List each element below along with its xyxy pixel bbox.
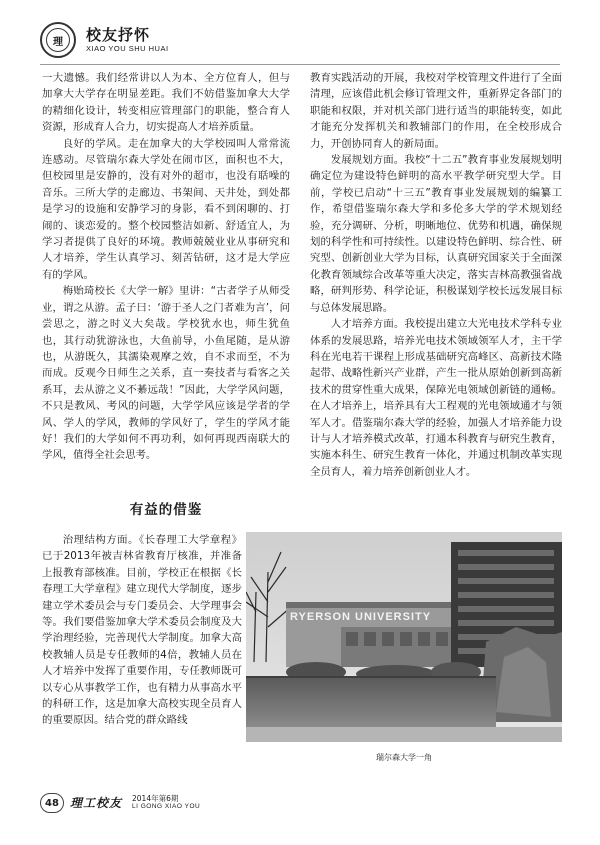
page-footer (40, 793, 560, 815)
right-column (310, 70, 562, 480)
journal-name: 理工校友 (70, 796, 123, 810)
university-seal-logo (40, 22, 76, 58)
left-column-bottom (42, 532, 242, 729)
paragraph: 一大遗憾。我们经常讲以人为本、全方位育人，但与加拿大大学存在明显差距。我们不妨借鉴加拿大大学的精细化设计，转变相应管理部门的职能，整合育人资源，形成育人合力，切实提高人才培养质量。 (42, 72, 290, 134)
header-divider (40, 64, 560, 65)
photo-caption: 瑞尔森大学一角 (376, 753, 432, 762)
issue-number: 2014年第6期 (132, 794, 179, 803)
paragraph: 发展规划方面。我校“十二五”教育事业发展规划明确定位为建设特色鲜明的高水平教学研究型大学。目前，学校已启动“十三五”教育事业发展规划的编纂工作，希望借鉴瑞尔森大学和多伦多大学的学术规划经验，充分调研、分析，明晰地位、优势和机遇，确保规划的科学性和可持续性。以建设特色鲜明、综合性、研究型、创新创业大学为目标，认真研究国家关于全面深化教育领域综合改革等重大决定，落实吉林高教强省战略，研判形势、科学论证，积极谋划学校长远发展目标与总体发展思路。 (310, 154, 562, 314)
paragraph: 人才培养方面。我校提出建立大光电技术学科专业体系的发展思路，培养光电技术领域领军人才，主干学科在光电若干课程上形成基础研究高峰区、高新技术隆起带、战略性新兴产业群，产生一批从原始创新到高新技术的贯穿性重大成果，保障光电领域创新链的通畅。在人才培养上，培养具有大工程观的光电领域通才与领军人才。借鉴瑞尔森大学的经验，加强人才培养能力设计与人才培养模式改革，打通本科教育与研究生教育，实施本科生、研究生教育一体化，并通过机制改革实现全员育人，着力培养创新创业人才。 (310, 318, 562, 478)
article-subheading: 有益的借鉴 (129, 502, 203, 518)
left-column-top (42, 70, 290, 464)
journal-pinyin: LI GONG XIAO YOU (132, 803, 201, 810)
paragraph: 教育实践活动的开展，我校对学校管理文件进行了全面清理，应该借此机会修订管理文件，重新界定各部门的职能和权限，并对机关部门进行适当的职能转变，如此才能充分发挥机关和教辅部门的作用，在全校形成合力，开创协同育人的新局面。 (310, 72, 562, 150)
campus-photo (246, 532, 562, 742)
paragraph: 治理结构方面。《长春理工大学章程》已于2013年被吉林省教育厅核准，并准备上报教育部核准。目前，学校正在根据《长春理工大学章程》建立现代大学制度，逐步建立学术委员会与专门委员会、大学理事会等。我们要借鉴加拿大学术委员会制度及大学治理经验，完善现代大学制度。加拿大高校教辅人员是专任教师的4倍，教辅人员在人才培养中发挥了重要作用，专任教师既可以专心从事教学工作，也有精力从事高水平的科研工作，这是加拿大高校实现全员育人的重要原因。结合党的群众路线 (42, 534, 242, 727)
reflecting-pool (246, 677, 496, 727)
university-sign: RYERSON UNIVERSITY (290, 611, 432, 623)
page-number-badge (40, 793, 64, 813)
campus-photo-illustration (246, 532, 562, 742)
paragraph: 梅贻琦校长《大学一解》里讲：“古者学子从师受业，谓之从游。孟子曰：‘游于圣人之门者难为言’，问尝思之，游之时义大矣哉。学校犹水也，师生犹鱼也，其行动犹游泳也，大鱼前导，小鱼尾随，是从游也，从游既久，其濡染观摩之效，自不求而至，不为而成。反观今日师生之关系，直一奏技者与看客之关系耳，去从游之义不綦远哉！”因此，大学学风问题，不只是教风、考风的问题，大学学风应该是学者的学风、学人的学风，教师的学风好了，学生的学风才能好！我们的大学如何不再功利，如何再现西南联大的学风，值得全社会思考。 (42, 285, 290, 462)
seal-text: 理 (53, 36, 63, 48)
section-title: 校友抒怀 (86, 26, 151, 44)
paragraph: 良好的学风。走在加拿大的大学校园叫人常常流连感动。尽管瑞尔森大学处在闹市区，面积也不大，但校园里是安静的，没有对外的超市，也没有聒噪的音乐。三所大学的走廊边、书架间、天井处，到处都是学习的设施和安静学习的身影，看不到闲聊的、打闹的、谈恋爱的。整个校园整洁如新、舒适宜人，为学习者提供了良好的环境。教师兢兢业业从事研究和人才培养，学生认真学习、刻苦钻研，这才是大学应有的学风。 (42, 137, 290, 281)
page-header (40, 22, 560, 62)
page-number: 48 (45, 797, 59, 809)
seal-inner (46, 28, 70, 52)
section-subtitle: XIAO YOU SHU HUAI (86, 44, 169, 53)
